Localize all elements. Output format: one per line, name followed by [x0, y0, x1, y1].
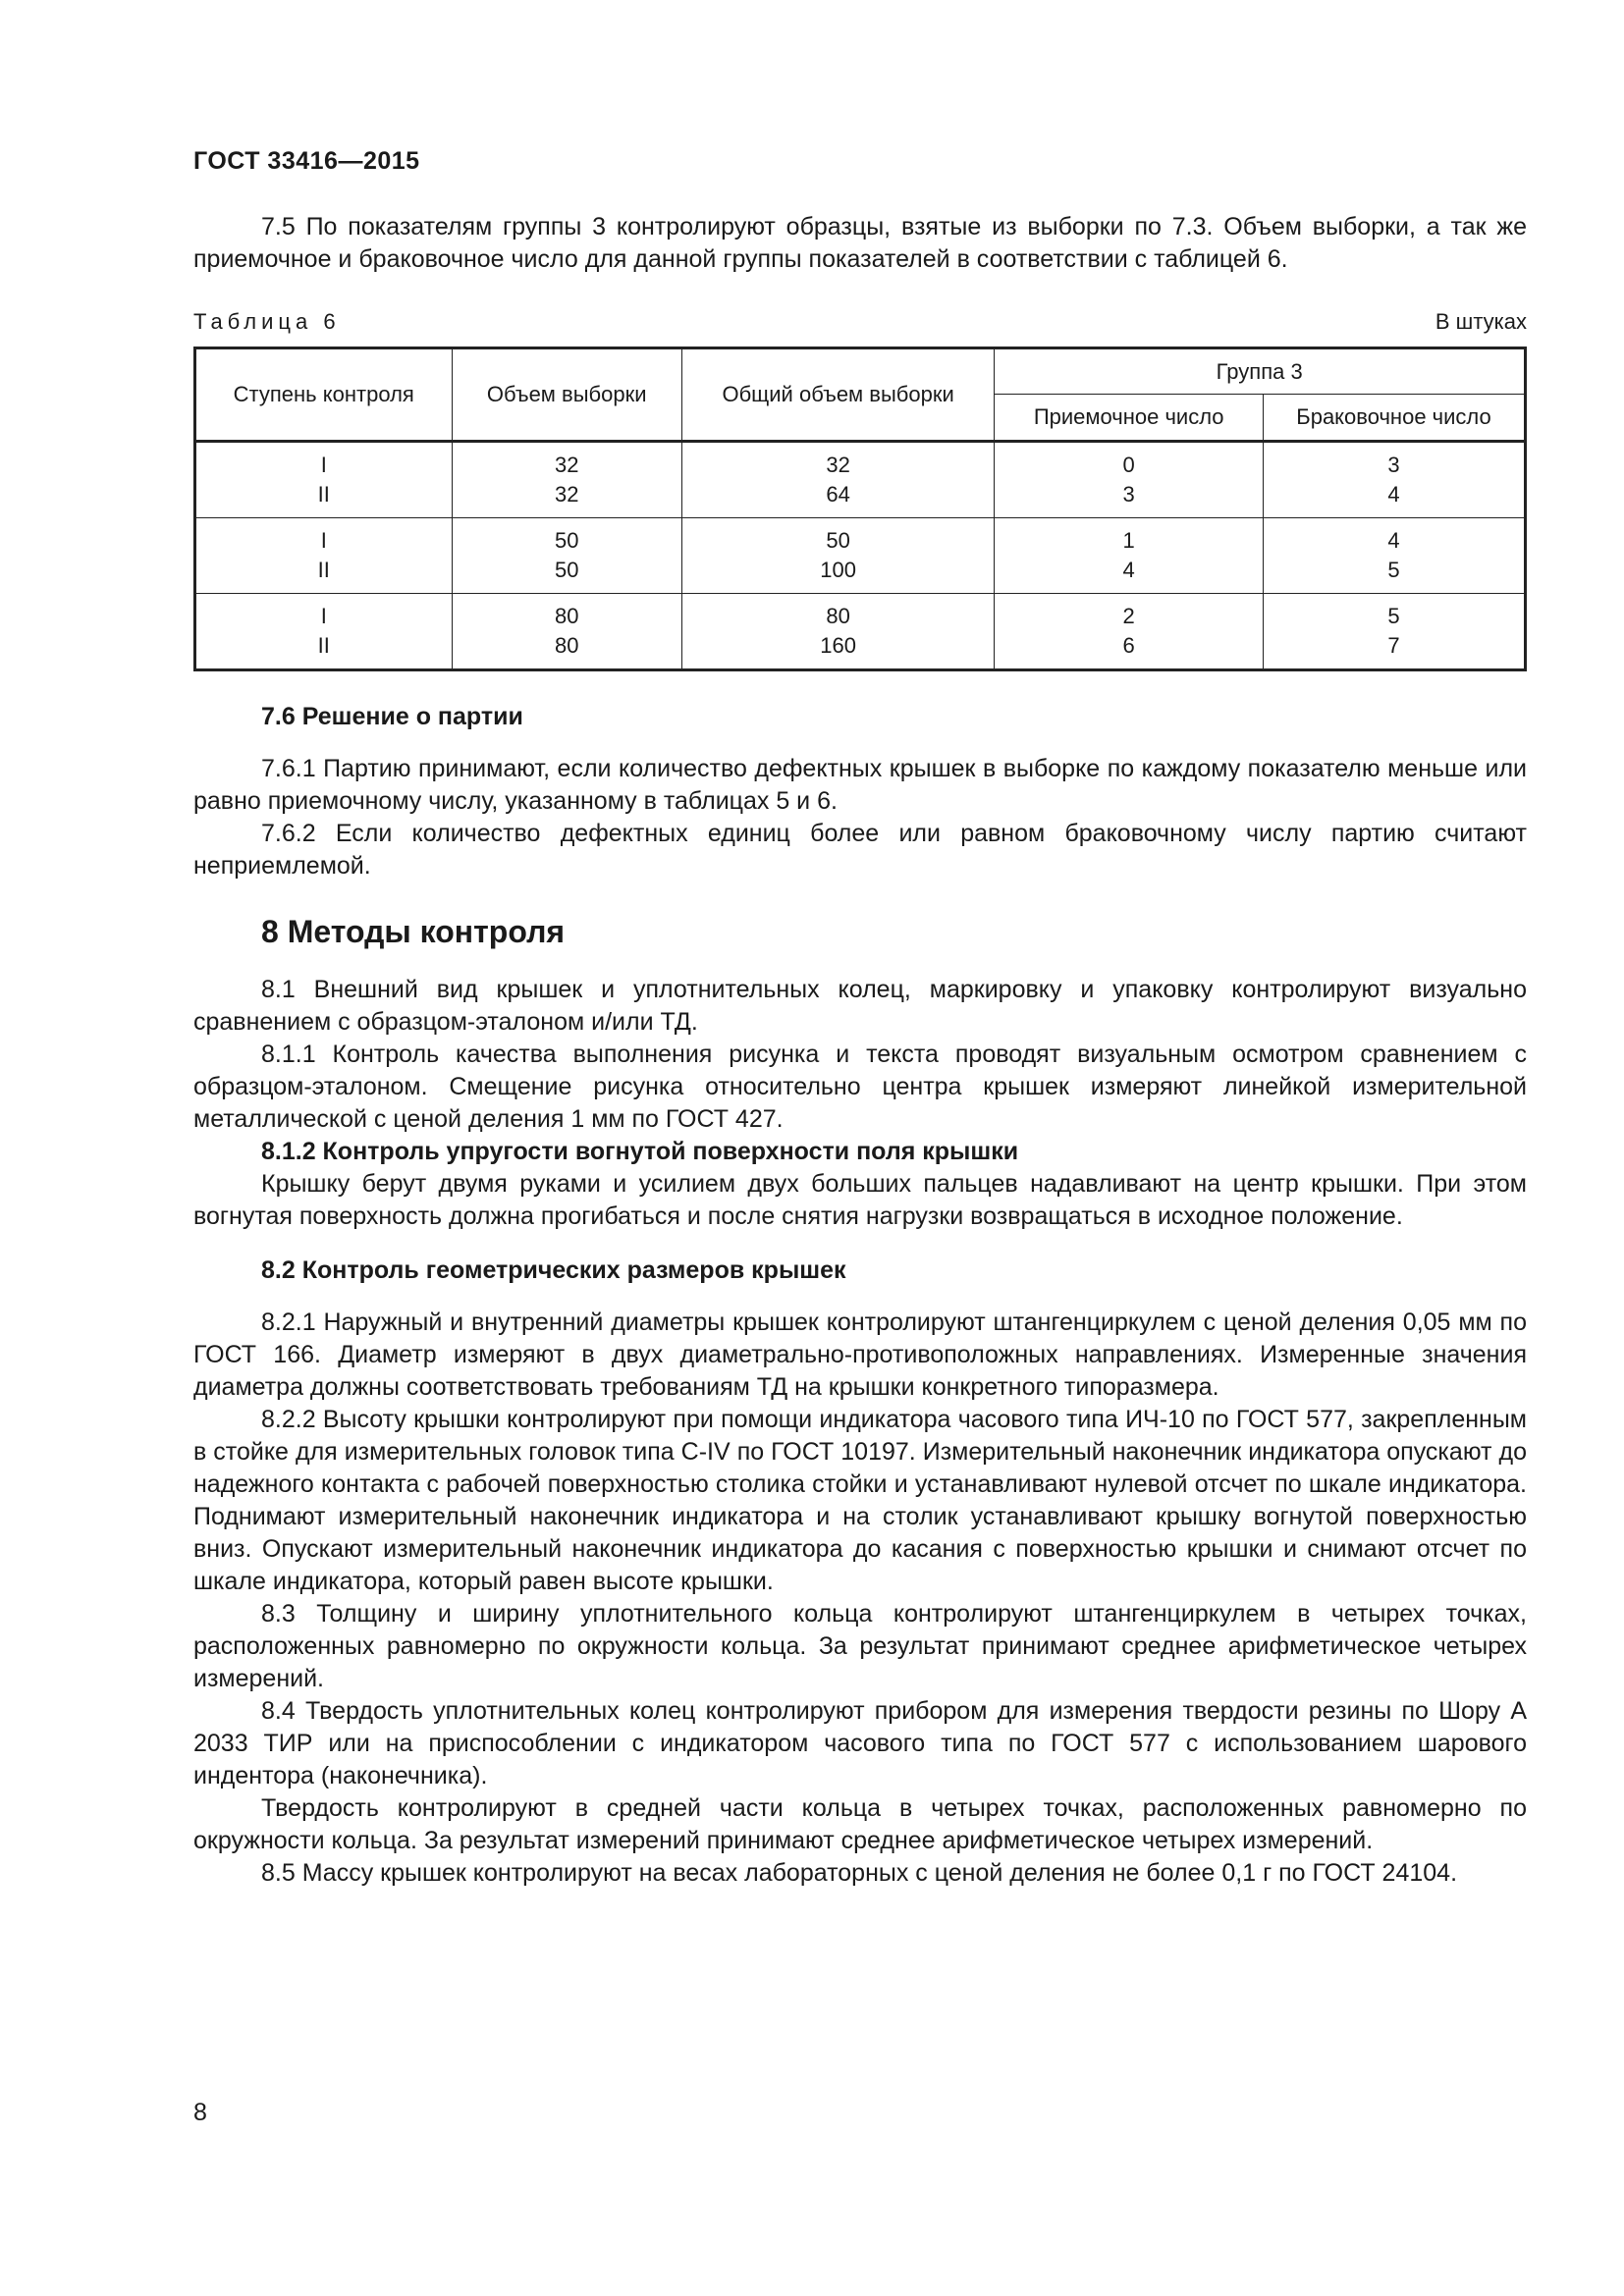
paragraph-7-6-2: 7.6.2 Если количество дефектных единиц более или равном браковочному числу партию считают неприемлемой. [193, 820, 1527, 880]
cell-reject: 3 4 [1264, 442, 1526, 518]
section-7-6-title: 7.6 Решение о партии [261, 703, 523, 730]
paragraph-8-1-2-title: 8.1.2 Контроль упругости вогнутой поверхности поля крышки [261, 1138, 1019, 1165]
col-header-reject: Браковочное число [1264, 395, 1526, 442]
col-header-stage: Ступень контроля [195, 348, 453, 442]
table-row [195, 594, 1526, 670]
cell-reject: 4 5 [1264, 518, 1526, 594]
document-page [193, 147, 1527, 1890]
cell-accept: 1 4 [995, 518, 1264, 594]
cell-total: 80 160 [681, 594, 994, 670]
paragraph-8-1-1: 8.1.1 Контроль качества выполнения рисунка и текста проводят визуальным осмотром сравнением с образцом-эталоном. Смещение рисунка относительно центра крышек измеряют линейкой измерительной металлической с ценой деления 1 мм по ГОСТ 427. [193, 1041, 1527, 1133]
document-header: ГОСТ 33416—2015 [193, 147, 420, 175]
paragraph-8-4-b: Твердость контролируют в средней части кольца в четырех точках, расположенных равномерно по окружности кольца. За результат измерений принимают среднее арифметическое четырех измерений. [193, 1794, 1527, 1854]
page-number: 8 [193, 2099, 207, 2126]
section-8-2-title: 8.2 Контроль геометрических размеров крышек [261, 1256, 846, 1284]
cell-total: 50 100 [681, 518, 994, 594]
cell-total: 32 64 [681, 442, 994, 518]
paragraph-7-6-1: 7.6.1 Партию принимают, если количество дефектных крышек в выборке по каждому показателю меньше или равно приемочному числу, указанному в таблицах 5 и 6. [193, 755, 1527, 815]
paragraph-8-5: 8.5 Массу крышек контролируют на весах лабораторных с ценой деления не более 0,1 г по ГОСТ 24104. [261, 1859, 1458, 1887]
table-row [195, 518, 1526, 594]
paragraph-7-5: 7.5 По показателям группы 3 контролируют образцы, взятые из выборки по 7.3. Объем выборки, а так же приемочное и браковочное число для данной группы показателей в соответствии с таблицей 6. [193, 213, 1527, 273]
cell-sample: 50 50 [452, 518, 681, 594]
cell-sample: 80 80 [452, 594, 681, 670]
cell-stage: I II [195, 594, 453, 670]
table-units: В штуках [1435, 309, 1527, 334]
paragraph-8-2-1: 8.2.1 Наружный и внутренний диаметры крышек контролируют штангенциркулем с ценой деления 0,05 мм по ГОСТ 166. Диаметр измеряют в двух диаметрально-противоположных направлениях. Измеренные значения диаметра должны соответствовать требованиям ТД на крышки конкретного типоразмера. [193, 1308, 1527, 1401]
paragraph-8-4: 8.4 Твердость уплотнительных колец контролируют прибором для измерения твердости резины по Шору А 2033 ТИР или на приспособлении с индикатором часового типа по ГОСТ 577 с использованием шарового индентора (наконечника). [193, 1697, 1527, 1789]
cell-stage: I II [195, 442, 453, 518]
table-name: Таблица 6 [193, 309, 341, 334]
cell-stage: I II [195, 518, 453, 594]
paragraph-8-1: 8.1 Внешний вид крышек и уплотнительных колец, маркировку и упаковку контролируют визуально сравнением с образцом-эталоном и/или ТД. [193, 976, 1527, 1036]
cell-accept: 0 3 [995, 442, 1264, 518]
col-header-total: Общий объем выборки [681, 348, 994, 442]
col-header-group: Группа 3 [995, 348, 1526, 395]
cell-reject: 5 7 [1264, 594, 1526, 670]
paragraph-8-3: 8.3 Толщину и ширину уплотнительного кольца контролируют штангенциркулем в четырех точках, расположенных равномерно по окружности кольца. За результат принимают среднее арифметическое четырех измерений. [193, 1600, 1527, 1692]
paragraph-8-1-2: Крышку берут двумя руками и усилием двух больших пальцев надавливают на центр крышки. При этом вогнутая поверхность должна прогибаться и после снятия нагрузки возвращаться в исходное положение. [193, 1170, 1527, 1230]
cell-sample: 32 32 [452, 442, 681, 518]
col-header-sample: Объем выборки [452, 348, 681, 442]
table-caption [193, 309, 1527, 335]
paragraph-8-2-2: 8.2.2 Высоту крышки контролируют при помощи индикатора часового типа ИЧ-10 по ГОСТ 577, закрепленным в стойке для измерительных головок типа С-IV по ГОСТ 10197. Измерительный наконечник индикатора опускают до надежного контакта с рабочей поверхностью столика стойки и устанавливают нулевой отсчет по шкале индикатора. Поднимают измерительный наконечник индикатора и на столик устанавливают крышку вогнутой поверхностью вниз. Опускают измерительный наконечник индикатора до касания с поверхностью крышки и снимают отсчет по шкале индикатора, который равен высоте крышки. [193, 1406, 1527, 1595]
cell-accept: 2 6 [995, 594, 1264, 670]
table-row [195, 442, 1526, 518]
section-8-title: 8 Методы контроля [261, 914, 566, 949]
col-header-accept: Приемочное число [995, 395, 1264, 442]
table-6 [193, 347, 1527, 671]
